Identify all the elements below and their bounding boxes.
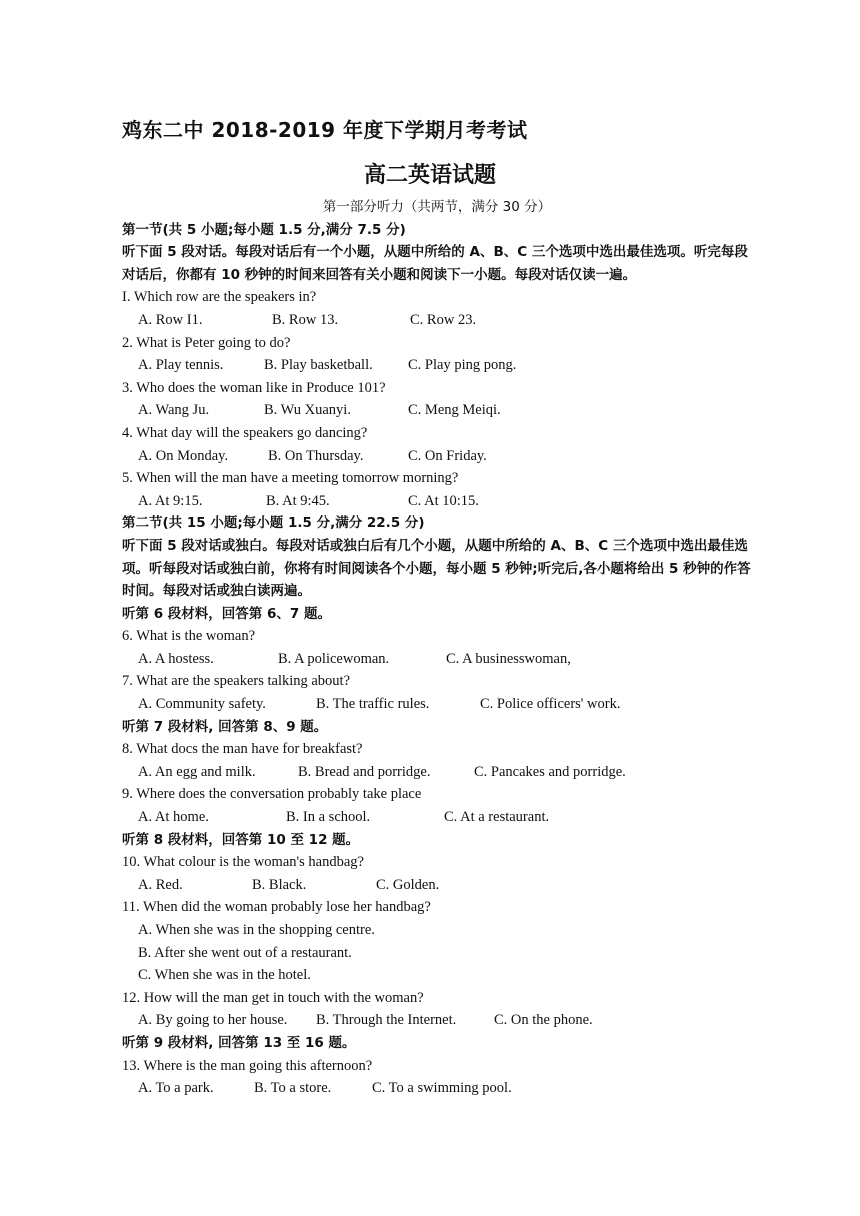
- option-c: C. When she was in the hotel.: [138, 967, 311, 984]
- question-9: 9. Where does the conversation probably take place: [122, 786, 422, 803]
- exam-title: 高二英语试题: [363, 163, 496, 188]
- option-b: B. Through the Internet.: [316, 1012, 457, 1029]
- option-c: C. A businesswoman,: [446, 650, 571, 667]
- material-6-heading: 听第 6 段材料，回答第 6、7 题。: [122, 605, 331, 622]
- option-c: C. Golden.: [376, 876, 440, 893]
- question-13-options: [122, 1077, 752, 1100]
- option-b: B. On Thursday.: [268, 447, 364, 464]
- option-b: B. A policewoman.: [278, 650, 390, 667]
- exam-content: [122, 196, 752, 1100]
- material-8-heading: 听第 8 段材料，回答第 10 至 12 题。: [122, 831, 360, 848]
- question-12: 12. How will the man get in touch with the woman?: [122, 989, 424, 1006]
- option-c: C. To a swimming pool.: [372, 1080, 512, 1097]
- question-5-options: [122, 490, 752, 513]
- question-6-options: [122, 648, 752, 671]
- option-b: B. In a school.: [286, 809, 371, 826]
- section1-instructions: 听下面 5 段对话。每段对话后有一个小题，从题中所给的 A、B、C 三个选项中选出最佳选项。听完每段对话后，你都有 10 秒钟的时间来回答有关小题和阅读下一小题。每段对话仅读一遍。: [122, 244, 748, 283]
- option-a: A. Red.: [138, 876, 183, 893]
- section2-instructions: 听下面 5 段对话或独白。每段对话或独白后有几个小题，从题中所给的 A、B、C 三个选项中选出最佳选项。听每段对话或独白前，你将有时间阅读各个小题，每小题 5 秒钟;听完后,各小题将给出 5 秒钟的作答时间。每段对话或独白读两遍。: [122, 537, 751, 600]
- question-10: 10. What colour is the woman's handbag?: [122, 854, 364, 871]
- option-b: B. Bread and porridge.: [298, 763, 431, 780]
- question-8-options: [122, 761, 752, 784]
- option-a: A. Play tennis.: [138, 357, 224, 374]
- option-c: C. On the phone.: [494, 1012, 593, 1029]
- material-9-heading: 听第 9 段材料, 回答第 13 至 16 题。: [122, 1034, 356, 1051]
- section1-heading: 第一节(共 5 小题;每小题 1.5 分,满分 7.5 分): [122, 221, 406, 238]
- option-c: C. Row 23.: [410, 311, 477, 328]
- option-c: C. Play ping pong.: [408, 357, 517, 374]
- question-1: I. Which row are the speakers in?: [122, 289, 317, 306]
- question-2-options: [122, 354, 752, 377]
- option-b: B. To a store.: [254, 1080, 332, 1097]
- section2-heading: 第二节(共 15 小题;每小题 1.5 分,满分 22.5 分): [122, 515, 425, 532]
- question-4: 4. What day will the speakers go dancing?: [122, 424, 368, 441]
- option-a: A. When she was in the shopping centre.: [138, 922, 375, 938]
- option-c: C. Police officers' work.: [480, 696, 621, 713]
- question-3: 3. Who does the woman like in Produce 101?: [122, 379, 386, 396]
- option-a: A. On Monday.: [138, 447, 229, 464]
- option-b: B. Wu Xuanyi.: [264, 402, 351, 419]
- option-b: B. The traffic rules.: [316, 696, 430, 713]
- question-8: 8. What docs the man have for breakfast?: [122, 741, 363, 758]
- question-2: 2. What is Peter going to do?: [122, 334, 291, 351]
- question-3-options: [122, 399, 752, 422]
- option-a: A. An egg and milk.: [138, 763, 256, 780]
- question-7: 7. What are the speakers talking about?: [122, 673, 351, 690]
- question-11: 11. When did the woman probably lose her handbag?: [122, 899, 431, 916]
- school-exam-line: 鸡东二中 2018-2019 年度下学期月考考试: [122, 118, 528, 142]
- question-9-options: [122, 806, 752, 829]
- option-b: B. Black.: [252, 876, 307, 893]
- option-c: C. Meng Meiqi.: [408, 402, 501, 419]
- question-13: 13. Where is the man going this afternoon?: [122, 1057, 373, 1074]
- option-a: A. By going to her house.: [138, 1012, 288, 1029]
- option-a: A. Wang Ju.: [138, 402, 210, 419]
- option-a: A. A hostess.: [138, 650, 214, 667]
- question-10-options: [122, 874, 752, 897]
- option-b: B. Play basketball.: [264, 357, 373, 374]
- option-b: B. After she went out of a restaurant.: [138, 944, 352, 961]
- option-c: C. Pancakes and porridge.: [474, 763, 626, 780]
- option-c: C. On Friday.: [408, 447, 487, 464]
- option-c: C. At a restaurant.: [444, 809, 550, 826]
- question-5: 5. When will the man have a meeting tomorrow morning?: [122, 470, 459, 487]
- question-6: 6. What is the woman?: [122, 628, 256, 645]
- part1-heading: 第一部分听力（共两节，满分 30 分）: [322, 199, 552, 215]
- option-a: A. To a park.: [138, 1080, 214, 1097]
- option-a: A. Row I1.: [138, 311, 203, 328]
- option-a: A. At home.: [138, 809, 209, 826]
- option-a: A. At 9:15.: [138, 492, 203, 509]
- option-b: B. At 9:45.: [266, 492, 330, 509]
- material-7-heading: 听第 7 段材料, 回答第 8、9 题。: [122, 718, 328, 735]
- option-c: C. At 10:15.: [408, 492, 479, 509]
- question-4-options: [122, 445, 752, 468]
- option-a: A. Community safety.: [138, 696, 266, 713]
- question-12-options: [122, 1009, 752, 1032]
- question-7-options: [122, 693, 752, 716]
- option-b: B. Row 13.: [272, 311, 339, 328]
- question-1-options: [122, 309, 752, 332]
